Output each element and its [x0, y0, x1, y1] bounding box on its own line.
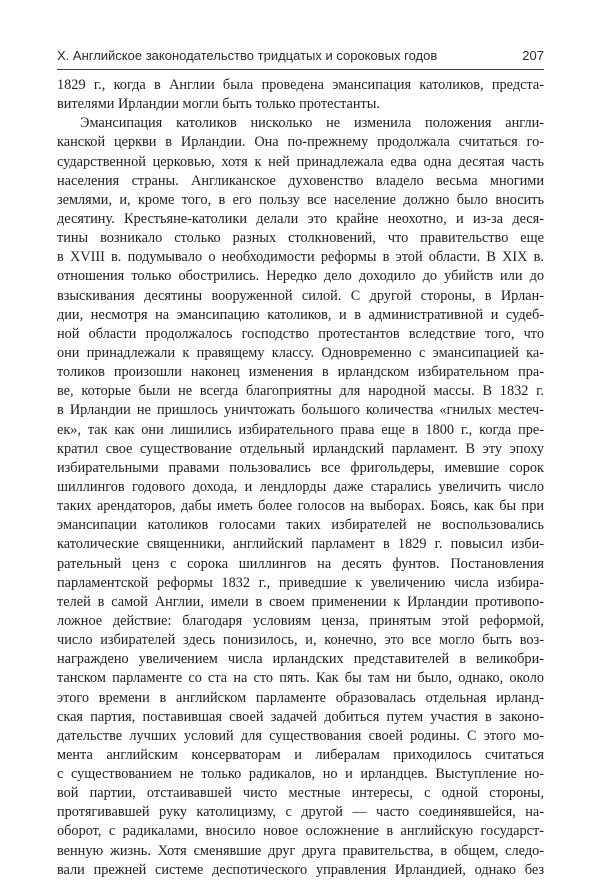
text-line: ская партия, поставившая своей задачей добиться путем участия в законо- — [57, 708, 544, 725]
text-line: мента английским консерваторам и либералам приходилось считаться — [57, 746, 544, 763]
text-line: избирательными правами пользовались все фригольдеры, имевшие сорок — [57, 459, 544, 476]
text-line: протягивавшей руку католицизму, с другой — часто соединявшейся, на- — [57, 804, 544, 821]
text-line: католические священники, английский парламент в 1829 г. повысил изби- — [57, 536, 544, 553]
text-line: тины возникало столько разных столкновений, что правительство еще — [57, 230, 544, 247]
text-line: в XVIII в. подумывало о необходимости реформы в этой области. В XIX в. — [57, 249, 544, 266]
text-line: населения страны. Англиканское духовенство владело весьма многими — [57, 172, 544, 189]
text-line: ве, которые были не всегда благоприятны для народной массы. В 1832 г. — [57, 383, 544, 400]
text-line: дательстве лучших условий для существования своей родины. С этого мо- — [57, 727, 544, 744]
running-header — [57, 48, 544, 70]
text-line: десятину. Крестьяне-католики делали это крайне неохотно, и из-за деся- — [57, 210, 544, 227]
text-line: кратил свое существование отдельный ирландский парламент. В эту эпоху — [57, 440, 544, 457]
text-line: шиллингов годового дохода, и лендлорды даже старались увеличить число — [57, 478, 544, 495]
text-line: Эмансипация католиков нисколько не изменила положения англи- — [80, 115, 544, 132]
text-line: они принадлежали к правящему классу. Одновременно с эмансипацией ка- — [57, 344, 544, 361]
text-line: вителями Ирландии могли быть только протестанты. — [57, 96, 380, 113]
text-line: землями, и, кроме того, в его пользу все население должно было вносить — [57, 191, 544, 208]
page-number: 207 — [522, 48, 544, 63]
text-line: 1829 г., когда в Англии была проведена эмансипация католиков, предста- — [57, 77, 544, 93]
chapter-title: X. Английское законодательство тридцатых и сороковых годов — [57, 48, 438, 63]
body-text — [57, 76, 544, 880]
text-line: отношения только обострились. Нередко дело доходило до убийств или до — [57, 268, 544, 285]
text-line: оборот, с радикалами, вносило новое осложнение в английскую государст- — [57, 823, 544, 840]
text-line: с существованием не только радикалов, но и ирландцев. Выступление но- — [57, 766, 544, 783]
text-line: ной области продолжалось господство протестантов вследствие того, что — [57, 325, 544, 342]
text-line: венную жизнь. Хотя сменявшие друг друга правительства, в общем, следо- — [57, 842, 544, 859]
text-line: канской церкви в Ирландии. Она по-прежнему продолжала считаться го- — [57, 134, 544, 151]
text-line: этого времени в английском парламенте образовалась отдельная ирланд- — [57, 689, 544, 706]
text-line: ложное действие: благодаря условиям ценза, принятым этой реформой, — [57, 612, 544, 629]
text-line: танском парламенте со ста на сто пять. Как бы там ни было, однако, около — [57, 670, 544, 687]
text-line: таких арендаторов, дабы иметь более голосов на выборах. Боясь, как бы при — [57, 498, 544, 515]
text-line: вой партии, отстаивавшей чисто местные интересы, с одной стороны, — [57, 785, 544, 802]
text-line: награждено увеличением числа ирландских представителей в великобри- — [57, 651, 544, 668]
text-line: телей в самой Англии, имели в своем применении к Ирландии противопо- — [57, 593, 544, 610]
text-line: дии, несмотря на эмансипацию католиков, и в административной и судеб- — [57, 306, 544, 323]
text-line: число избирателей здесь понизилось, и, конечно, это все могло быть воз- — [57, 632, 544, 649]
text-line: вали прежней системе деспотического управления Ирландией, однако без — [57, 861, 544, 878]
text-line: ек», так как они лишились избирательного права еще в 1800 г., когда пре- — [57, 421, 544, 438]
header-rule — [57, 69, 544, 70]
text-line: рательный ценз с сорока шиллингов на десять фунтов. Постановления — [57, 555, 544, 572]
text-line: взыскивания десятины вооруженной силой. С другой стороны, в Ирлан- — [57, 287, 544, 304]
text-line: толиков произошли наконец изменения в ирландском избирательном пра- — [57, 364, 544, 381]
text-line: в Ирландии не пришлось уничтожать большого количества «гнилых местеч- — [57, 402, 544, 419]
text-line: парламентской реформы 1832 г., приведшие к увеличению числа избира- — [57, 574, 544, 591]
text-line: сударственной церковью, хотя к ней принадлежала едва одна десятая часть — [57, 153, 544, 170]
text-line: эмансипации католиков голосами таких избирателей не воспользовались — [57, 517, 544, 534]
